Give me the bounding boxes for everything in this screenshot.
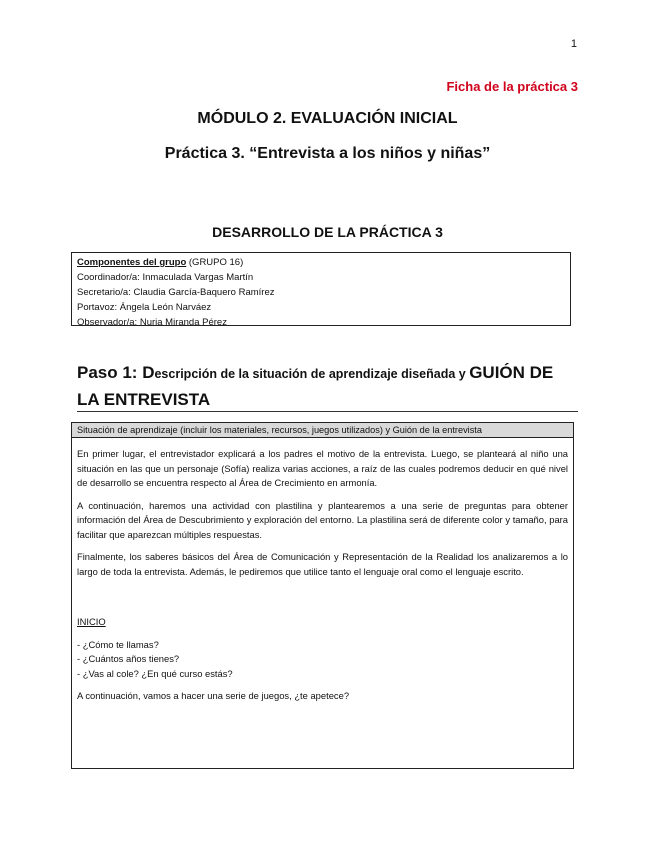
activity-header: Situación de aprendizaje (incluir los materiales, recursos, juegos utilizados) y Guión de la entrevista [72, 423, 573, 438]
activity-box [71, 422, 574, 769]
step-label: Paso 1: [77, 363, 143, 382]
module-title: MÓDULO 2. EVALUACIÓN INICIAL [197, 110, 458, 127]
step-guion: GUIÓN DE LA ENTREVISTA [77, 363, 554, 409]
activity-content [72, 438, 573, 704]
page-number: 1 [570, 38, 577, 50]
group-member: Portavoz: Ángela León Narváez [77, 302, 212, 313]
question-item: - ¿Cuántos años tienes? [77, 653, 180, 664]
inicio-heading: INICIO [77, 616, 106, 627]
group-heading: Componentes del grupo [77, 257, 187, 268]
spacer [77, 587, 568, 615]
activity-paragraph: A continuación, haremos una actividad con plastilina y plantearemos a una serie de preguntas para obtener información del Área de Descubrimiento y exploración del entorno. La plastilina será de diferente color y tamaño, para facilitar que aparezcan múltiples respuestas. [77, 499, 568, 540]
group-member: Secretario/a: Claudia García-Baquero Ramírez [77, 287, 275, 298]
step-divider [77, 411, 578, 412]
practice-title: Práctica 3. “Entrevista a los niños y niñas” [164, 145, 491, 162]
step-desc-rest: escripción de la situación de aprendizaje diseñada y [154, 367, 470, 381]
group-member: Coordinador/a: Inmaculada Vargas Martín [77, 272, 254, 283]
development-title: DESARROLLO DE LA PRÁCTICA 3 [212, 224, 443, 240]
step-heading [77, 360, 579, 414]
question-item: - ¿Vas al cole? ¿En qué curso estás? [77, 667, 233, 679]
question-item: - ¿Cómo te llamas? [77, 638, 159, 650]
group-code: (GRUPO 16) [186, 257, 244, 268]
closing-line: A continuación, vamos a hacer una serie de juegos, ¿te apetece? [77, 690, 350, 701]
practice-tag: Ficha de la práctica 3 [446, 79, 578, 94]
step-desc-initial: D [142, 363, 155, 382]
activity-paragraph: En primer lugar, el entrevistador explicará a los padres el motivo de la entrevista. Luego, se planteará al niño una situación en las que un personaje (Sofía) realiza varias acciones, a raíz de las cuales podremos deducir en qué nivel de desarrollo se encuentra respecto al Área de Crecimiento en armonía. [77, 448, 568, 488]
activity-paragraph: Finalmente, los saberes básicos del Área de Comunicación y Representación de la Realidad los analizaremos a lo largo de toda la entrevista. Además, le pediremos que utilice tanto el lenguaje oral como el lenguaje escrito. [77, 551, 568, 577]
group-heading-line [77, 255, 565, 270]
group-member: Observador/a: Nuria Miranda Pérez [77, 317, 227, 328]
question-list [77, 638, 568, 682]
group-components-box [71, 252, 571, 326]
